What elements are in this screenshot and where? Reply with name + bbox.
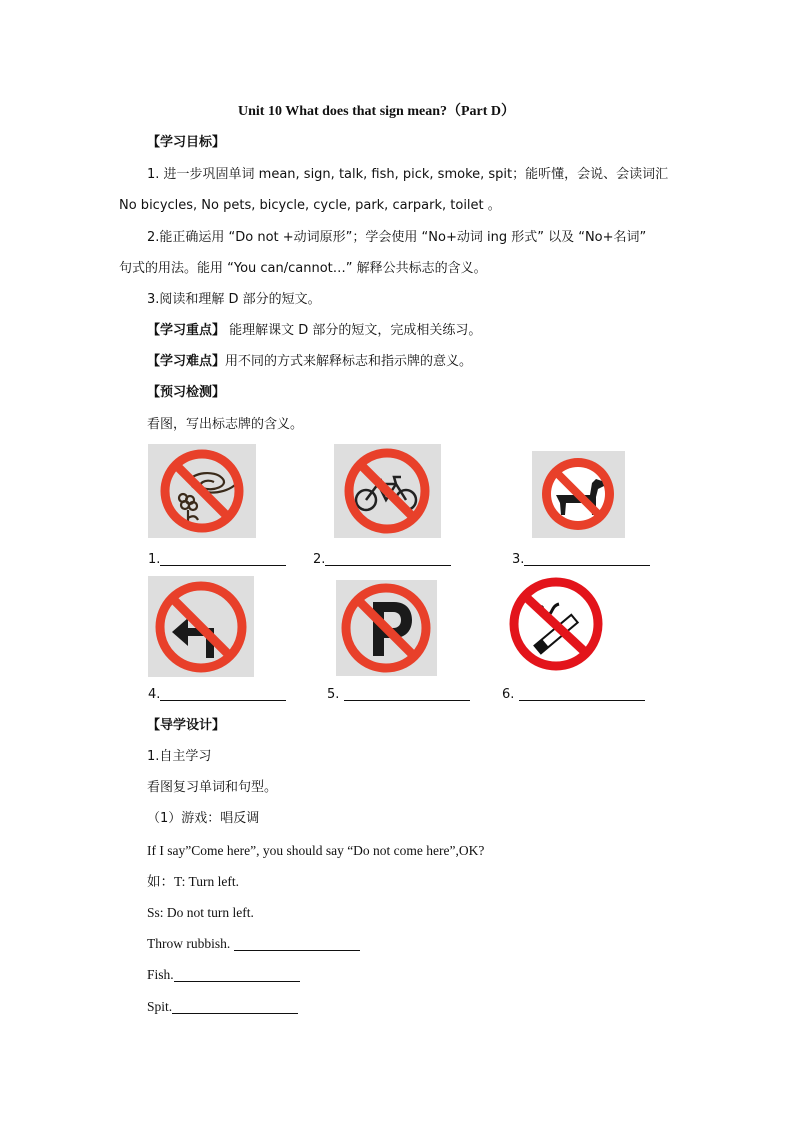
- answer-line-4: [148, 688, 286, 701]
- no-bicycles-icon: [334, 444, 441, 538]
- objective-2-line-2: 句式的用法。能用 “You can/cannot…” 解释公共标志的含义。: [119, 261, 487, 276]
- difficulties-heading: 【学习难点】: [147, 354, 226, 369]
- answer-line-6: [502, 688, 645, 701]
- objective-3: 3.阅读和理解 D 部分的短文。: [147, 292, 321, 307]
- answer-label-2: 2.: [313, 552, 326, 567]
- key-points-heading: 【学习重点】: [147, 323, 226, 338]
- answer-label-1: 1.: [148, 552, 161, 567]
- objective-2-line-1: 2.能正确运用 “Do not +动词原形”；学会使用 “No+动词 ing 形式” 以及 “No+名词”: [147, 230, 647, 245]
- guide-example-students: Ss: Do not turn left.: [147, 905, 254, 920]
- no-picking-flowers-icon: [148, 444, 256, 538]
- preview-instruction: 看图，写出标志牌的含义。: [147, 417, 304, 432]
- prompt-label: Fish.: [147, 967, 174, 982]
- page-title: Unit 10 What does that sign mean?（Part D）: [238, 104, 516, 119]
- objectives-heading: 【学习目标】: [147, 135, 226, 150]
- guide-game: （1）游戏：唱反调: [147, 811, 260, 826]
- guide-section-1: 1.自主学习: [147, 749, 212, 764]
- answer-label-6: 6.: [502, 687, 519, 702]
- guide-instruction: 看图复习单词和句型。: [147, 780, 278, 795]
- objective-1-line-1: 1. 进一步巩固单词 mean, sign, talk, fish, pick, smoke, spit；能听懂，会说、会读词汇: [147, 167, 669, 182]
- answer-label-3: 3.: [512, 552, 525, 567]
- difficulties-text: 用不同的方式来解释标志和指示牌的意义。: [225, 354, 473, 369]
- no-parking-icon: [336, 580, 437, 676]
- answer-line-1: [148, 553, 286, 566]
- prompt-spit: [147, 1000, 298, 1014]
- prompt-label: Spit.: [147, 999, 173, 1014]
- prompt-label: Throw rubbish.: [147, 936, 234, 951]
- difficulties: [147, 355, 472, 368]
- no-left-turn-icon: [148, 576, 254, 677]
- guide-heading: 【导学设计】: [147, 718, 226, 733]
- answer-label-5: 5.: [327, 687, 344, 702]
- key-points-text: 能理解课文 D 部分的短文，完成相关练习。: [225, 323, 482, 338]
- objective-1-line-2: No bicycles, No pets, bicycle, cycle, park, carpark, toilet 。: [119, 198, 501, 213]
- no-pets-icon: [532, 451, 625, 538]
- answer-line-3: [512, 553, 650, 566]
- prompt-fish: [147, 968, 300, 982]
- answer-line-5: [327, 688, 470, 701]
- preview-heading: 【预习检测】: [147, 385, 226, 400]
- prompt-throw-rubbish: [147, 937, 360, 951]
- answer-line-2: [313, 553, 451, 566]
- no-smoking-icon: [507, 576, 605, 672]
- guide-example-teacher: 如：T: Turn left.: [147, 874, 239, 889]
- guide-rule: If I say”Come here”, you should say “Do not come here”,OK?: [147, 843, 485, 858]
- key-points: [147, 324, 481, 337]
- answer-label-4: 4.: [148, 687, 161, 702]
